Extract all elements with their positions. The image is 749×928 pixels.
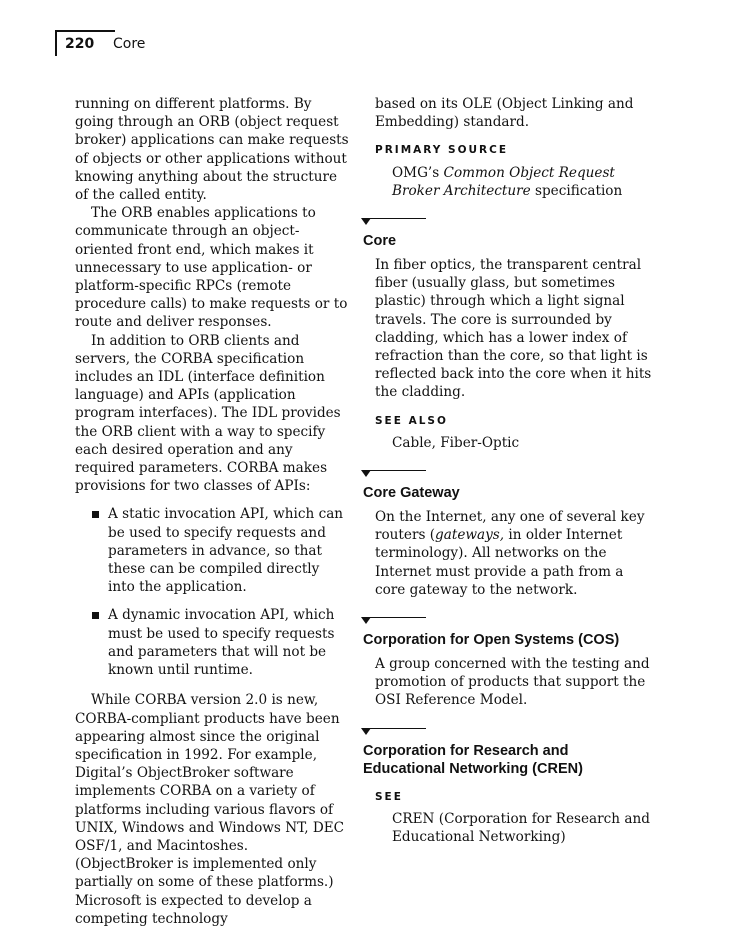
primary-source-prefix: OMG’s [392,164,444,181]
paragraph-4: While CORBA version 2.0 is new, CORBA-compliant products have been appearing almost since the original specification in 1992. For example, Digital’s ObjectBroker software implements CORBA on a variety of platforms including various flavors of UNIX, Windows and Windows NT, DEC OSF/1, and Macintoshes. (ObjectBroker is implemented only partially on some of these platforms.) Microsoft is expected to develop a competing technology [75,692,345,927]
entry-body: In fiber optics, the transparent central fiber (usually glass, but sometimes plastic) through which a light signal travels. The core is surrounded by cladding, which has a lower index of refraction than the core, so that light is reflected back into the core when it hits the cladding. [375,257,652,401]
entry-body-pre: On the Internet, any one of several key routers ( [375,509,645,544]
entry-core-gateway [363,470,653,502]
api-bullet-list [75,505,350,679]
header-rule [55,30,115,32]
entry-rule [369,617,426,618]
paragraph-3: In addition to ORB clients and servers, the CORBA specification includes an IDL (interface definition language) and APIs (application program interfaces). The IDL provides the ORB client with a way to specify each desired operation and any required parameters. CORBA makes provisions for two classes of APIs: [75,332,341,495]
primary-source-text [392,164,653,200]
entry-rule [369,218,426,219]
left-column [75,95,350,928]
running-title: Core [113,36,146,52]
see-also-label: SEE ALSO [375,414,448,427]
entry-body: A group concerned with the testing and promotion of products that support the OSI Reference Model. [375,656,650,709]
see-also-text: Cable, Fiber-Optic [392,434,520,451]
entry-title: Corporation for Research and Educational Networking (CREN) [363,742,583,777]
triangle-marker-icon [361,617,371,624]
primary-source-label: PRIMARY SOURCE [375,144,509,157]
entry-cren [363,728,653,778]
bullet-text: A dynamic invocation API, which must be used to specify requests and parameters that will not be known until runtime. [108,607,335,679]
triangle-marker-icon [361,218,371,225]
bullet-text: A static invocation API, which can be used to specify requests and parameters in advance, so that these can be compiled directly into the application. [108,506,344,596]
primary-source-title: Common Object Request Broker Architecture [392,164,615,199]
list-item [75,505,350,596]
bullet-icon [92,612,99,619]
page-number: 220 [65,36,95,52]
entry-body [375,508,653,599]
entry-core [363,218,653,250]
paragraph-2: The ORB enables applications to communicate through an object-oriented front end, which makes it unnecessary to use application- or platform-specific RPCs (remote procedure calls) to make requests or to route and deliver responses. [75,205,348,331]
right-column [363,95,653,846]
entry-title: Core [363,233,397,250]
entry-rule [369,470,426,471]
header-bar [55,30,57,56]
entry-body-post: in older Internet terminology). All networks on the Internet must provide a path from a core gateway to the network. [375,527,624,598]
bullet-icon [92,511,99,518]
continued-text: based on its OLE (Object Linking and Embedding) standard. [375,96,634,131]
entry-cos [363,617,653,649]
entry-body-emphasis: gateways, [435,527,505,544]
entry-rule [369,728,426,729]
paragraph-1: running on different platforms. By going through an ORB (object request broker) applications can make requests of objects or other applications without knowing anything about the structure of the called entity. [75,96,349,204]
triangle-marker-icon [361,728,371,735]
entry-title: Core Gateway [363,485,460,502]
entry-title: Corporation for Open Systems (COS) [363,632,620,649]
see-text: CREN (Corporation for Research and Educational Networking) [392,810,650,846]
see-label: SEE [375,790,403,803]
list-item [75,606,350,679]
primary-source-suffix: specification [530,182,623,199]
triangle-marker-icon [361,470,371,477]
